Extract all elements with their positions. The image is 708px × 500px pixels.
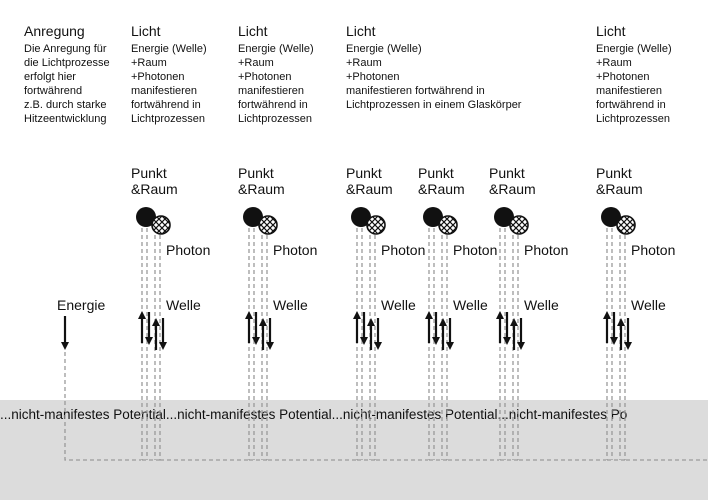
welle-label: Welle xyxy=(381,297,416,313)
wave-arrow-up-head xyxy=(138,311,146,319)
licht-line: +Raum xyxy=(131,57,167,69)
photon-label: Photon xyxy=(273,242,318,258)
punkt-raum-line: &Raum xyxy=(131,181,178,197)
wave-arrow-down-head xyxy=(503,337,511,345)
punkt-raum-line: &Raum xyxy=(489,181,536,197)
licht-line: manifestieren xyxy=(596,85,663,97)
punkt-raum-line: Punkt xyxy=(131,165,167,181)
licht-line: fortwährend in xyxy=(238,99,308,111)
photon-circle xyxy=(439,216,457,234)
photon-circle xyxy=(152,216,170,234)
wave-arrow-up-head xyxy=(245,311,253,319)
licht-line: Lichtprozessen xyxy=(596,113,670,125)
licht-title: Licht xyxy=(346,23,376,39)
wave-arrow-up-head xyxy=(496,311,504,319)
wave-arrow-up-head xyxy=(259,318,267,326)
anregung-line: Die Anregung für xyxy=(24,43,107,55)
punkt-raum-line: Punkt xyxy=(489,165,525,181)
licht-line: +Photonen xyxy=(346,71,400,83)
energie-return-path xyxy=(65,352,141,460)
licht-title: Licht xyxy=(238,23,268,39)
photon-label: Photon xyxy=(631,242,676,258)
licht-line: manifestieren xyxy=(131,85,198,97)
licht-line: +Photonen xyxy=(238,71,292,83)
energie-label: Energie xyxy=(57,297,106,313)
licht-line: +Raum xyxy=(238,57,274,69)
punkt-raum-line: Punkt xyxy=(238,165,274,181)
anregung-line: die Lichtprozesse xyxy=(24,57,110,69)
wave-arrow-down-head xyxy=(610,337,618,345)
welle-label: Welle xyxy=(524,297,559,313)
wave-arrow-up-head xyxy=(617,318,625,326)
welle-label: Welle xyxy=(453,297,488,313)
wave-arrow-up-head xyxy=(425,311,433,319)
punkt-raum-line: &Raum xyxy=(238,181,285,197)
punkt-raum-line: &Raum xyxy=(418,181,465,197)
wave-arrow-down-head xyxy=(252,337,260,345)
punkt-raum-line: &Raum xyxy=(596,181,643,197)
licht-line: manifestieren xyxy=(238,85,305,97)
energie-arrow-head xyxy=(61,342,69,350)
licht-line: manifestieren fortwährend in xyxy=(346,85,485,97)
photon-circle xyxy=(259,216,277,234)
photon-label: Photon xyxy=(381,242,426,258)
anregung-line: erfolgt hier xyxy=(24,71,76,83)
wave-arrow-down-head xyxy=(360,337,368,345)
anregung-title: Anregung xyxy=(24,23,85,39)
punkt-raum-line: &Raum xyxy=(346,181,393,197)
licht-line: fortwährend in xyxy=(596,99,666,111)
punkt-raum-line: Punkt xyxy=(596,165,632,181)
licht-line: +Raum xyxy=(596,57,632,69)
welle-label: Welle xyxy=(166,297,201,313)
wave-arrow-up-head xyxy=(152,318,160,326)
photon-label: Photon xyxy=(524,242,569,258)
photon-circle xyxy=(617,216,635,234)
licht-line: Energie (Welle) xyxy=(131,43,207,55)
wave-arrow-up-head xyxy=(510,318,518,326)
licht-line: Energie (Welle) xyxy=(346,43,422,55)
welle-label: Welle xyxy=(631,297,666,313)
licht-line: Energie (Welle) xyxy=(596,43,672,55)
wave-arrow-down-head xyxy=(145,337,153,345)
wave-arrow-up-head xyxy=(603,311,611,319)
licht-line: +Photonen xyxy=(131,71,185,83)
licht-line: +Raum xyxy=(346,57,382,69)
photon-label: Photon xyxy=(453,242,498,258)
anregung-line: Hitzeentwicklung xyxy=(24,113,107,125)
anregung-line: fortwährend xyxy=(24,85,83,97)
welle-label: Welle xyxy=(273,297,308,313)
punkt-raum-line: Punkt xyxy=(346,165,382,181)
potential-band-text: ...nicht-manifestes Potential...nicht-manifestes Potential...nicht-manifestes Potential...nicht-manifestes Po xyxy=(0,407,628,422)
wave-arrow-up-head xyxy=(439,318,447,326)
licht-line: Lichtprozessen xyxy=(131,113,205,125)
licht-line: +Photonen xyxy=(596,71,650,83)
punkt-raum-line: Punkt xyxy=(418,165,454,181)
wave-arrow-up-head xyxy=(367,318,375,326)
photon-label: Photon xyxy=(166,242,211,258)
licht-line: Lichtprozessen in einem Glaskörper xyxy=(346,99,522,111)
licht-line: fortwährend in xyxy=(131,99,201,111)
licht-title: Licht xyxy=(131,23,161,39)
licht-line: Lichtprozessen xyxy=(238,113,312,125)
photon-circle xyxy=(367,216,385,234)
anregung-line: z.B. durch starke xyxy=(24,99,107,111)
photon-circle xyxy=(510,216,528,234)
licht-line: Energie (Welle) xyxy=(238,43,314,55)
wave-arrow-up-head xyxy=(353,311,361,319)
licht-title: Licht xyxy=(596,23,626,39)
wave-arrow-down-head xyxy=(432,337,440,345)
